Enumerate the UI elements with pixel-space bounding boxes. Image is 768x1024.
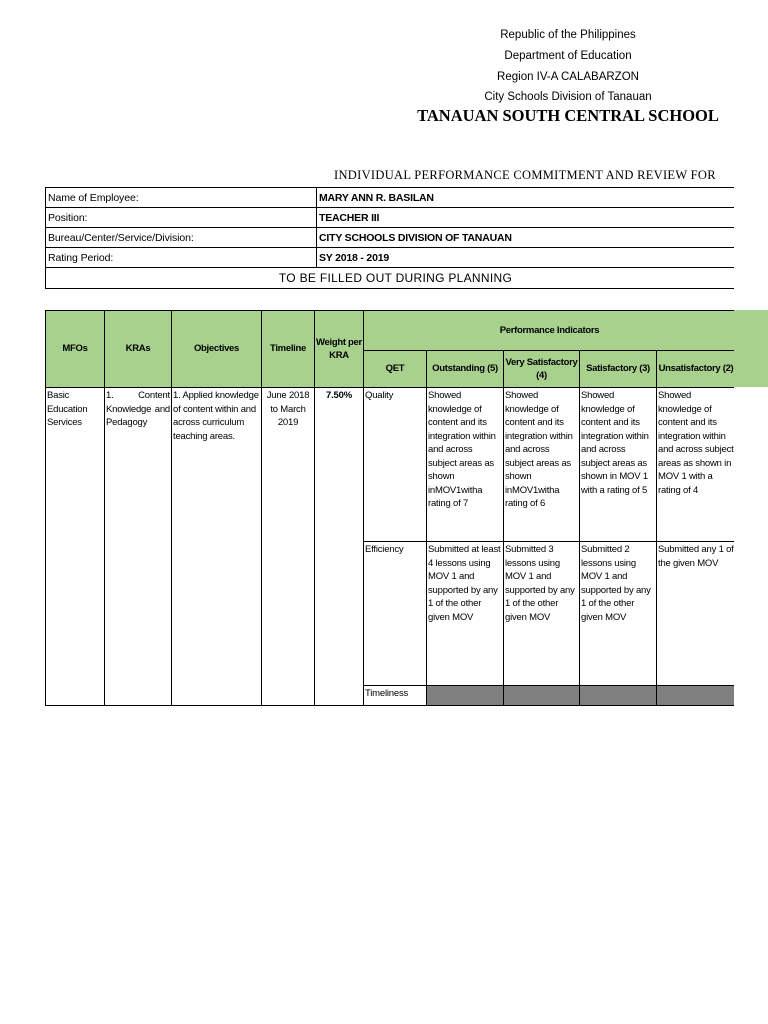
col-satisfactory: Satisfactory (3) bbox=[580, 351, 657, 388]
info-row-planning bbox=[46, 268, 735, 289]
timeliness-outstanding bbox=[427, 686, 504, 706]
position-label: Position: bbox=[46, 208, 317, 228]
col-outstanding: Outstanding (5) bbox=[427, 351, 504, 388]
quality-row bbox=[46, 388, 735, 542]
info-row-name bbox=[46, 188, 735, 208]
employee-info-table bbox=[45, 187, 734, 289]
period-value: SY 2018 - 2019 bbox=[317, 248, 735, 268]
info-row-bureau bbox=[46, 228, 735, 248]
efficiency-label: Efficiency bbox=[364, 542, 427, 686]
col-performance-indicators: Performance Indicators bbox=[364, 311, 735, 351]
col-timeline: Timeline bbox=[262, 311, 315, 388]
bureau-value: CITY SCHOOLS DIVISION OF TANAUAN bbox=[317, 228, 735, 248]
efficiency-satisfactory: Submitted 2 lessons using MOV 1 and supported by any 1 of the other given MOV bbox=[580, 542, 657, 686]
form-title: INDIVIDUAL PERFORMANCE COMMITMENT AND REVIEW FOR bbox=[334, 168, 716, 182]
timeliness-satisfactory bbox=[580, 686, 657, 706]
quality-outstanding: Showed knowledge of content and its integration within and across subject areas as shown inMOV1witha rating of 7 bbox=[427, 388, 504, 542]
col-mfos: MFOs bbox=[46, 311, 105, 388]
quality-label: Quality bbox=[364, 388, 427, 542]
header-republic: Republic of the Philippines bbox=[500, 29, 636, 41]
weight-cell: 7.50% bbox=[315, 388, 364, 706]
bureau-label: Bureau/Center/Service/Division: bbox=[46, 228, 317, 248]
mfo-cell: Basic Education Services bbox=[46, 388, 105, 706]
timeliness-unsatisfactory bbox=[657, 686, 735, 706]
period-label: Rating Period: bbox=[46, 248, 317, 268]
header-department: Department of Education bbox=[504, 50, 632, 62]
timeliness-label: Timeliness bbox=[364, 686, 427, 706]
kra-cell: 1. Content Knowledge and Pedagogy bbox=[105, 388, 172, 706]
quality-satisfactory: Showed knowledge of content and its integration within and across subject areas as shown in MOV 1 with a rating of 5 bbox=[580, 388, 657, 542]
name-value: MARY ANN R. BASILAN bbox=[317, 188, 735, 208]
info-row-position bbox=[46, 208, 735, 228]
planning-note: TO BE FILLED OUT DURING PLANNING bbox=[46, 268, 735, 289]
col-weight: Weight per KRA bbox=[315, 311, 364, 388]
quality-unsatisfactory: Showed knowledge of content and its integration within and across subject areas as shown in MOV 1 with a rating of 4 bbox=[657, 388, 735, 542]
name-label: Name of Employee: bbox=[46, 188, 317, 208]
col-kras: KRAs bbox=[105, 311, 172, 388]
col-unsatisfactory: Unsatisfactory (2) bbox=[657, 351, 735, 388]
info-row-period bbox=[46, 248, 735, 268]
timeline-cell: June 2018 to March 2019 bbox=[262, 388, 315, 706]
next-column-header-fragment bbox=[734, 310, 768, 387]
position-value: TEACHER III bbox=[317, 208, 735, 228]
timeliness-very-satisfactory bbox=[504, 686, 580, 706]
performance-table bbox=[45, 310, 734, 706]
school-name: TANAUAN SOUTH CENTRAL SCHOOL bbox=[417, 106, 719, 125]
header-division: City Schools Division of Tanauan bbox=[484, 91, 652, 103]
col-very-satisfactory: Very Satisfactory (4) bbox=[504, 351, 580, 388]
efficiency-very-satisfactory: Submitted 3 lessons using MOV 1 and supported by any 1 of the other given MOV bbox=[504, 542, 580, 686]
col-qet: QET bbox=[364, 351, 427, 388]
efficiency-unsatisfactory: Submitted any 1 of the given MOV bbox=[657, 542, 735, 686]
objective-cell: 1. Applied knowledge of content within and across curriculum teaching areas. bbox=[172, 388, 262, 706]
col-objectives: Objectives bbox=[172, 311, 262, 388]
efficiency-outstanding: Submitted at least 4 lessons using MOV 1 and supported by any 1 of the other given MOV bbox=[427, 542, 504, 686]
header-row-1 bbox=[46, 311, 735, 351]
header-region: Region IV-A CALABARZON bbox=[497, 71, 639, 83]
quality-very-satisfactory: Showed knowledge of content and its integration within and across subject areas as shown inMOV1witha rating of 6 bbox=[504, 388, 580, 542]
